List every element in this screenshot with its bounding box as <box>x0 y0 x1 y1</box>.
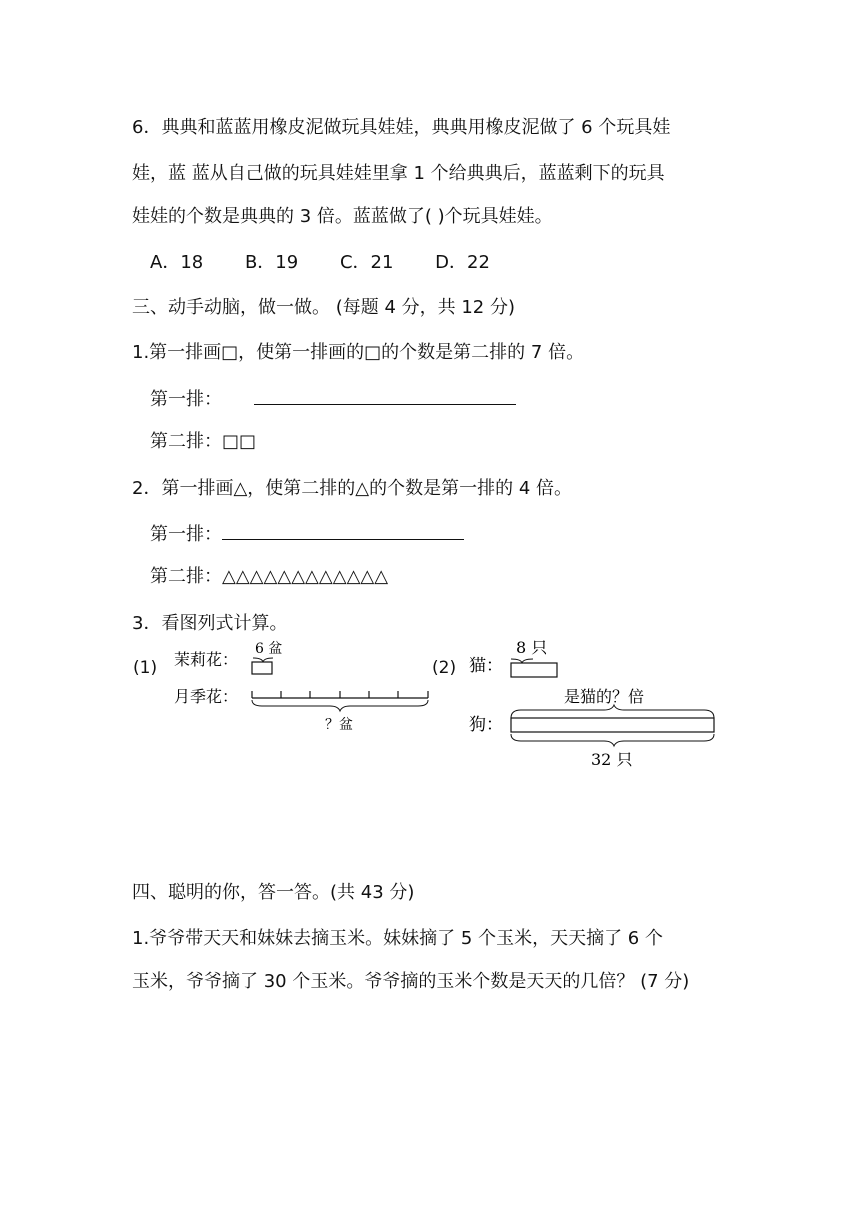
section-3-title: 三、动手动脑，做一做。 (每题 4 分，共 12 分) <box>132 297 516 318</box>
s3-q1-row2 <box>150 430 750 454</box>
multiple-label: 是猫的？倍 <box>564 687 645 706</box>
s4-q1-line-1: 1.爷爷带天天和妹妹去摘玉米。妹妹摘了 5 个玉米，天天摘了 6 个 <box>132 928 663 949</box>
dog-label: 狗： <box>469 715 503 735</box>
s3-q1-text: 1.第一排画□，使第一排画的□的个数是第二排的 7 倍。 <box>132 342 585 363</box>
jasmine-label: 茉莉花： <box>174 650 239 669</box>
s3-q2-row2 <box>150 565 750 589</box>
diagram-2-number: (2) <box>432 658 457 678</box>
dog-bar <box>511 718 714 732</box>
dog-bottom-brace <box>511 734 714 746</box>
rose-bottom-brace <box>252 700 428 711</box>
row1-label: 第一排： <box>150 524 222 545</box>
row2-squares: □□ <box>222 431 257 452</box>
option-b[interactable]: B．19 <box>244 252 299 273</box>
jasmine-bar <box>252 662 272 674</box>
section-4-title: 四、聪明的你，答一答。(共 43 分) <box>132 882 415 903</box>
rose-bottom-label: ？盆 <box>325 717 353 733</box>
q6-line-2: 娃，蓝 蓝从自己做的玩具娃娃里拿 1 个给典典后，蓝蓝剩下的玩具 <box>132 163 665 184</box>
answer-blank-row1[interactable] <box>254 386 516 405</box>
row2-label: 第二排： <box>150 566 222 587</box>
row2-triangles: △△△△△△△△△△△△ <box>222 566 389 587</box>
cat-top-label: 8 只 <box>516 638 548 657</box>
diagram-2 <box>466 630 726 776</box>
q6-line-1: 6．典典和蓝蓝用橡皮泥做玩具娃娃，典典用橡皮泥做了 6 个玩具娃 <box>132 117 671 138</box>
option-a[interactable]: A．18 <box>150 252 204 273</box>
diagram-1 <box>170 636 440 736</box>
s3-q1-row1 <box>150 386 750 412</box>
dog-bottom-label: 32 只 <box>591 750 633 769</box>
dog-top-brace <box>511 705 714 718</box>
s3-q3-text: 3．看图列式计算。 <box>132 613 288 634</box>
diagram-1-number: (1) <box>133 658 158 678</box>
row2-label: 第二排： <box>150 431 222 452</box>
rose-label: 月季花： <box>174 687 239 706</box>
rose-ticks <box>252 691 428 698</box>
jasmine-top-label: 6 盆 <box>255 641 283 657</box>
option-c[interactable]: C．21 <box>339 252 394 273</box>
s3-q2-text: 2．第一排画△，使第二排的△的个数是第一排的 4 倍。 <box>132 478 573 499</box>
q6-line-3: 娃娃的个数是典典的 3 倍。蓝蓝做了( )个玩具娃娃。 <box>132 206 553 227</box>
cat-label: 猫： <box>469 656 503 676</box>
q6-options <box>150 251 750 275</box>
option-d[interactable]: D．22 <box>435 252 490 273</box>
answer-blank-row1[interactable] <box>222 521 464 540</box>
s4-q1-line-2: 玉米，爷爷摘了 30 个玉米。爷爷摘的玉米个数是天天的几倍？ (7 分) <box>132 971 690 992</box>
row1-label: 第一排： <box>150 389 222 410</box>
cat-bar <box>511 663 557 677</box>
s3-q2-row1 <box>150 521 750 547</box>
